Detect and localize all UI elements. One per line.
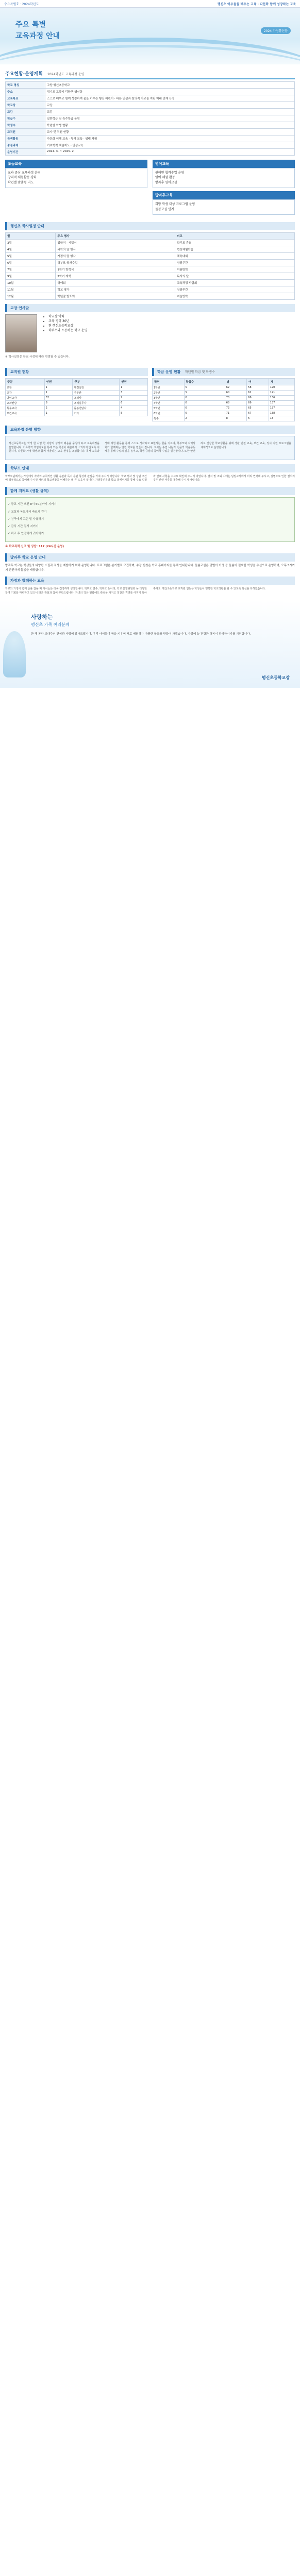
- checklist-item: ✓ 교실과 복도에서 바르게 걷기: [8, 510, 47, 514]
- info-row: [6, 115, 295, 122]
- schedule-cell: 7월: [6, 266, 56, 273]
- article2-text: 학부모님께서는 가정에서 자녀의 규칙적인 생활 습관과 독서 습관 형성에 관심을 가져 주시기 바랍니다. 학교 행사 및 상담 주간에 적극적으로 참여해 주시면 자녀의 학교생활을 이해하는 데 큰 도움이 됩니다. 가정통신문과 학교 홈페이지를 통해 주요 일정과 안내 사항을 수시로 확인해 주시기 바랍니다. 결석 및 조퇴 시에는 담임교사에게 미리 연락해 주시고, 질병으로 인한 결석의 경우 관련 서류를 제출해 주시기 바랍니다.: [5, 474, 295, 482]
- staff-column-header: 구분: [6, 379, 45, 385]
- profile-list: [43, 314, 87, 333]
- class-row: [153, 411, 295, 416]
- article3-section: [5, 553, 295, 572]
- newsletter-page: [0, 0, 300, 688]
- staff-cell: 교감: [6, 391, 45, 396]
- staff-cell: 32: [44, 396, 73, 401]
- schedule-cell: 10월: [6, 279, 56, 286]
- article2-section: [5, 464, 295, 483]
- class-cell: 3학년: [153, 396, 185, 401]
- info-subtitle: 2024학년도 교육과정 운영: [47, 73, 85, 76]
- class-cell: 6: [184, 401, 225, 406]
- schedule-cell: 입학식 · 시업식: [56, 239, 175, 246]
- schedule-cell: 상담주간: [175, 259, 295, 266]
- footer-greet: 사랑하는: [31, 614, 53, 621]
- staff-row: [6, 391, 148, 396]
- class-column-header: 계: [269, 379, 294, 385]
- right-box: [153, 168, 295, 188]
- info-label: 특색활동: [6, 135, 45, 142]
- info-label: 중점과제: [6, 142, 45, 149]
- footer-greeting: [0, 600, 300, 688]
- schedule-cell: 1학기 방학식: [56, 266, 175, 273]
- checklist-item: ✓ 하교 후 안전하게 귀가하기: [8, 532, 44, 536]
- staff-cell: 2: [44, 406, 73, 411]
- class-cell: 66: [247, 396, 269, 401]
- profile-item: • 현 행신초등학교장: [48, 324, 87, 328]
- info-label: 학급수: [6, 115, 45, 122]
- tables-grid: [5, 364, 295, 421]
- class-cell: 70: [225, 396, 247, 401]
- staff-cell: 특수교사: [6, 406, 45, 411]
- info-value: 교감: [45, 109, 295, 115]
- class-cell: 6학년: [153, 411, 185, 416]
- class-cell: 2: [184, 416, 225, 421]
- staff-cell: 행정실장: [73, 385, 120, 391]
- class-cell: 1학년: [153, 385, 185, 391]
- class-cell: 68: [225, 401, 247, 406]
- schedule-cell: 6월: [6, 259, 56, 266]
- footer-greet2: 행신초 가족 여러분께: [31, 622, 70, 628]
- left-box: [5, 168, 147, 188]
- class-cell: 61: [247, 391, 269, 396]
- class-cell: 69: [247, 401, 269, 406]
- class-cell: 5: [247, 416, 269, 421]
- info-title: [5, 69, 295, 79]
- profile-item: • 교육 경력 30년: [48, 319, 87, 324]
- staff-cell: 4: [120, 406, 148, 411]
- staff-cell: 조리실무사: [73, 401, 120, 406]
- class-cell: 120: [269, 385, 294, 391]
- class-cell: 136: [269, 396, 294, 401]
- staff-cell: 주무관: [73, 391, 120, 396]
- schedule-cell: 현장체험학습: [175, 246, 295, 252]
- schedule-row: [6, 259, 295, 266]
- schedule-row: [6, 246, 295, 252]
- profile-section: [5, 304, 295, 360]
- class-cell: 121: [269, 391, 294, 396]
- info-label: 교직원: [6, 129, 45, 135]
- info-row: [6, 109, 295, 115]
- article4-text: 학교와 가정이 함께 손을 잡을 때 아이들은 더욱 건강하게 성장합니다. 학부모 연수, 학부모 동아리, 학교 운영위원회 등 다양한 참여 기회를 마련하고 있으니 많은 관심과 참여 부탁드립니다. 자녀의 작은 변화에도 관심을 가지고 칭찬과 격려를 아끼지 말아 주세요. 행신초등학교 교직원 일동은 학생들이 행복한 학교생활을 할 수 있도록 최선을 다하겠습니다.: [5, 587, 266, 595]
- staff-row: [6, 411, 148, 416]
- article1-band: [5, 436, 295, 460]
- info-value: 경기도 고양시 덕양구 행신동: [45, 89, 295, 95]
- info-row: [6, 89, 295, 95]
- article1-title: 교육과정 운영 방향: [5, 426, 295, 434]
- class-title-text: 학급 운영 현황: [157, 370, 181, 375]
- class-cell: 특수: [153, 416, 185, 421]
- class-table: [152, 378, 295, 421]
- class-row: [153, 385, 295, 391]
- right-box2-head: 방과후교육: [153, 191, 295, 199]
- class-row: [153, 416, 295, 421]
- staff-cell: 2: [120, 396, 148, 401]
- schedule-row: [6, 273, 295, 279]
- info-label: 교감: [6, 109, 45, 115]
- checklist-box: [5, 497, 295, 542]
- schedule-cell: 학년말 발표회: [56, 293, 175, 299]
- schedule-cell: 12월: [6, 293, 56, 299]
- article1-text: 행신초등학교는 학생 한 사람 한 사람의 성장과 배움을 중심에 두고 교육과정을 운영합니다. 기초학력 책임지도를 통해 모든 학생이 배움에서 소외되지 않도록 지원하며, 다문화 가정 학생과 함께 어울리는 교육 환경을 조성합니다. 독서 교육과 생태 체험 활동을 통해 스스로 생각하고 표현하는 힘을 기르며, 학부모와 지역사회가 함께하는 열린 학교를 만들어 갑니다. 교사는 수업 나눔과 전문적 학습공동체를 통해 수업의 질을 높이고, 학생 중심의 참여형 수업을 실천합니다. 또한 안전하고 건강한 학교생활을 위해 생활 안전 교육, 보건 교육, 정서 지원 프로그램을 체계적으로 운영합니다.: [9, 442, 291, 453]
- class-cell: 8: [225, 416, 247, 421]
- schedule-table: [5, 232, 295, 300]
- article3-text: 방과후 학교는 학생들의 다양한 소질과 적성을 계발하기 위해 운영됩니다. 프로그램은 분기별로 모집하며, 수강 신청은 학교 홈페이지를 통해 안내됩니다. 돌봄교실은 맞벌이 가정 등 돌봄이 필요한 학생을 우선으로 운영하며, 오후 5시까지 안전하게 돌봄을 제공합니다.: [5, 564, 295, 572]
- info-value: 교장: [45, 102, 295, 109]
- staff-cell: 1: [44, 385, 73, 391]
- left-box-line: 학년별 맞춤형 지도: [8, 180, 34, 184]
- schedule-column-header: 월: [6, 232, 56, 239]
- footer-message: 한 해 동안 보내주신 관심과 사랑에 감사드립니다. 우리 아이들이 꿈을 키우며 서로 배려하는 따뜻한 학교를 만들어 가겠습니다. 가정에 늘 건강과 행복이 함께하시기를 기원합니다.: [31, 633, 251, 636]
- class-cell: 58: [247, 385, 269, 391]
- staff-cell: 1: [44, 391, 73, 396]
- info-row: [6, 149, 295, 156]
- right-box-head: 영어교육: [153, 160, 295, 168]
- info-row: [6, 142, 295, 149]
- staff-cell: 교과전담: [6, 401, 45, 406]
- info-value: 기초학력 책임지도 · 인성교육: [45, 142, 295, 149]
- schedule-row: [6, 266, 295, 273]
- class-cell: 60: [225, 391, 247, 396]
- schedule-cell: 체육대회: [175, 252, 295, 259]
- footer-signature: 행신초등학교장: [261, 675, 290, 681]
- article2-title: 학부모 안내: [5, 464, 295, 472]
- schedule-cell: 학부모 공개수업: [56, 259, 175, 266]
- class-title: [152, 368, 295, 376]
- staff-cell: 기타: [73, 411, 120, 416]
- staff-column-header: 인원: [120, 379, 148, 385]
- schedule-cell: 교육과정 박람회: [175, 279, 295, 286]
- schedule-cell: 3월: [6, 239, 56, 246]
- schedule-cell: 학예회: [56, 279, 175, 286]
- info-label: 학교 명칭: [6, 82, 45, 89]
- staff-table: [5, 378, 148, 416]
- checklist-title: 함께 지켜요 (생활 규칙): [5, 487, 295, 495]
- profile-item: • 학부모와 소통하는 학교 운영: [48, 328, 87, 333]
- info-label: 운영기간: [6, 149, 45, 156]
- right-box-line: 방과후 영어교실: [155, 180, 177, 184]
- info-row: [6, 129, 295, 135]
- class-cell: 4학년: [153, 401, 185, 406]
- right-box2-line: 희망 학생 대상 프로그램 운영: [155, 202, 195, 207]
- checklist-item: ✓ 친구에게 고운 말 사용하기: [8, 517, 44, 521]
- class-row: [153, 401, 295, 406]
- schedule-cell: 2학기 개학: [56, 273, 175, 279]
- info-section: [5, 69, 295, 156]
- flower-decoration: [3, 631, 26, 677]
- hero-banner: [0, 8, 300, 64]
- staff-cell: 돌봄전담사: [73, 406, 120, 411]
- principal-photo: [5, 314, 37, 352]
- info-label: 학교장: [6, 102, 45, 109]
- schedule-note: ※ 학사일정은 학교 사정에 따라 변경될 수 있습니다.: [5, 355, 70, 359]
- class-cell: 137: [269, 406, 294, 411]
- hero-tag: 2024 가정통신문: [261, 27, 291, 34]
- program-boxes: [5, 160, 295, 218]
- profile-item: • 학교장 약력: [48, 314, 87, 319]
- staff-row: [6, 396, 148, 401]
- info-row: [6, 82, 295, 89]
- left-box-line: 창의적 체험활동 강화: [8, 176, 37, 180]
- class-cell: 62: [225, 385, 247, 391]
- class-row: [153, 396, 295, 401]
- staff-cell: 3: [120, 391, 148, 396]
- right-box-line: 원어민 협력수업 운영: [155, 171, 184, 175]
- left-box-head: 초등교육: [5, 160, 147, 168]
- class-column-header: 여: [247, 379, 269, 385]
- profile-card: [5, 314, 295, 352]
- schedule-cell: 학부모 총회: [175, 239, 295, 246]
- schedule-row: [6, 239, 295, 246]
- right-box2: [153, 199, 295, 215]
- hero-title-line2: 교육과정 안내: [15, 32, 60, 40]
- schedule-section: [5, 222, 295, 300]
- right-box2-line: 돌봄교실 연계: [155, 207, 174, 211]
- staff-cell: 담임교사: [6, 396, 45, 401]
- checklist-item: ✓ 등교 시간 오전 8시 50분까지 지키기: [8, 503, 57, 506]
- staff-row: [6, 385, 148, 391]
- header-left-text: 수요특별호 · 2024학년도: [4, 2, 39, 6]
- schedule-cell: 과학의 달 행사: [56, 246, 175, 252]
- class-column-header: 학년: [153, 379, 185, 385]
- info-row: [6, 102, 295, 109]
- staff-cell: 조리사: [73, 396, 120, 401]
- info-row: [6, 122, 295, 129]
- staff-cell: 1: [44, 411, 73, 416]
- schedule-cell: 상담주간: [175, 286, 295, 293]
- info-value: 스스로 배우고 함께 성장하며 꿈을 키우는 행신 어린이 · 바른 인성과 창의적 사고를 지닌 미래 인재 육성: [45, 95, 295, 102]
- info-value: 2024. 3. ~ 2025. 2.: [45, 149, 295, 156]
- schedule-column-header: 비고: [175, 232, 295, 239]
- staff-column-header: 구분: [73, 379, 120, 385]
- class-cell: 6: [184, 406, 225, 411]
- schedule-cell: 4월: [6, 246, 56, 252]
- staff-cell: 5: [120, 411, 148, 416]
- class-cell: 65: [247, 406, 269, 411]
- class-column-header: 학급수: [184, 379, 225, 385]
- info-row: [6, 135, 295, 142]
- class-cell: 5학년: [153, 406, 185, 411]
- schedule-cell: 5월: [6, 252, 56, 259]
- class-subtitle: 학년별 학급 및 학생수: [185, 370, 215, 375]
- checklist-section: [5, 487, 295, 549]
- article3-title: 방과후 학교 운영 안내: [5, 553, 295, 562]
- profile-title: 교장 인사말: [5, 304, 295, 312]
- schedule-row: [6, 279, 295, 286]
- info-label: 교육목표: [6, 95, 45, 102]
- class-cell: 13: [269, 416, 294, 421]
- info-row: [6, 95, 295, 102]
- staff-cell: 8: [44, 401, 73, 406]
- class-cell: 6: [184, 411, 225, 416]
- info-value: 일반학급 및 특수학급 운영: [45, 115, 295, 122]
- staff-row: [6, 401, 148, 406]
- schedule-cell: 11월: [6, 286, 56, 293]
- article4-title: 가정과 함께하는 교육: [5, 577, 295, 585]
- staff-row: [6, 406, 148, 411]
- staff-column-header: 인원: [44, 379, 73, 385]
- schedule-cell: 겨울방학: [175, 293, 295, 299]
- info-value: 교사 및 직원 현황: [45, 129, 295, 135]
- staff-cell: 1: [120, 385, 148, 391]
- class-row: [153, 406, 295, 411]
- class-cell: 67: [247, 411, 269, 416]
- class-cell: 71: [225, 411, 247, 416]
- hero-title-line1: 주요 특별: [15, 21, 46, 29]
- header-right-text: 행신초 아우들을 배우는 교육 · 다문화 함께 성장하는 교육: [217, 2, 296, 6]
- report-hotline: ※ 학교폭력 신고 및 상담: 117 (24시간 운영): [5, 545, 64, 549]
- info-label: 주소: [6, 89, 45, 95]
- staff-title: 교직원 현황: [5, 368, 148, 376]
- class-cell: 72: [225, 406, 247, 411]
- schedule-row: [6, 252, 295, 259]
- schedule-cell: 9월: [6, 273, 56, 279]
- article1-section: [5, 426, 295, 460]
- class-cell: 6: [184, 396, 225, 401]
- schedule-column-header: 주요 행사: [56, 232, 175, 239]
- class-cell: 2학년: [153, 391, 185, 396]
- class-cell: 138: [269, 411, 294, 416]
- article4-section: [5, 577, 295, 595]
- schedule-title: 행신초 학사일정 안내: [5, 222, 295, 230]
- schedule-cell: 학교 평가: [56, 286, 175, 293]
- schedule-cell: 여름방학: [175, 266, 295, 273]
- info-title-text: 주요현황·운영계획: [5, 72, 43, 77]
- left-box-line: 교과 중심 교육과정 운영: [8, 171, 41, 175]
- right-box-line: 영어 체험 활동: [155, 176, 175, 180]
- info-value: 고양 행신초등학교: [45, 82, 295, 89]
- staff-cell: 보건교사: [6, 411, 45, 416]
- schedule-cell: 독서의 달: [175, 273, 295, 279]
- schedule-row: [6, 293, 295, 299]
- info-value: 학년별 학생 현황: [45, 122, 295, 129]
- info-value: 다문화 이해 교육 · 독서 교육 · 생태 체험: [45, 135, 295, 142]
- class-row: [153, 391, 295, 396]
- top-bar: [0, 0, 300, 8]
- staff-cell: 교장: [6, 385, 45, 391]
- info-label: 학생수: [6, 122, 45, 129]
- info-table: [5, 81, 295, 156]
- class-cell: 5: [184, 391, 225, 396]
- class-column-header: 남: [225, 379, 247, 385]
- class-cell: 137: [269, 401, 294, 406]
- checklist-item: ✓ 급식 시간 질서 지키기: [8, 525, 39, 529]
- schedule-row: [6, 286, 295, 293]
- class-cell: 5: [184, 385, 225, 391]
- staff-cell: 6: [120, 401, 148, 406]
- schedule-cell: 가정의 달 행사: [56, 252, 175, 259]
